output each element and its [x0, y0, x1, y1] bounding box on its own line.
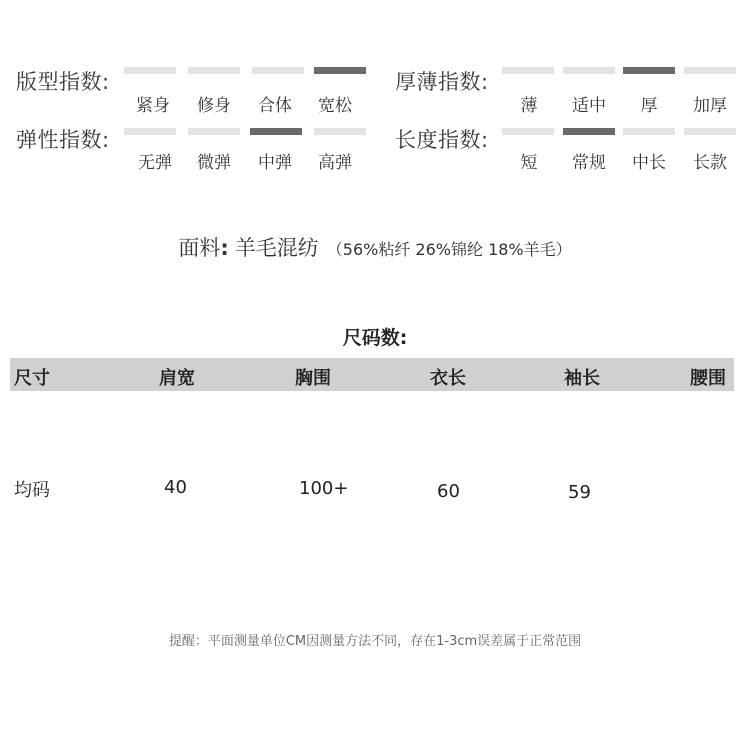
- fit-index-label: 版型指数:: [16, 70, 110, 94]
- thickness-index-label: 厚薄指数:: [395, 70, 489, 94]
- elasticity-option-4: 高弹: [318, 153, 352, 173]
- fit-option-bar-2: [188, 67, 240, 74]
- cell-length: 60: [437, 481, 460, 502]
- length-option-3: 中长: [632, 153, 666, 173]
- header-sleeve: 袖长: [564, 368, 600, 389]
- thickness-option-bar-2: [563, 67, 615, 74]
- thickness-option-bar-1: [502, 67, 554, 74]
- header-waist: 腰围: [690, 368, 726, 389]
- thickness-option-bar-3: [623, 67, 675, 74]
- measurement-note: 提醒：平面测量单位CM因测量方法不同，存在1-3cm误差属于正常范围: [168, 634, 582, 649]
- length-option-1: 短: [520, 153, 538, 173]
- thickness-option-bar-4: [684, 67, 736, 74]
- fit-option-4: 宽松: [318, 96, 352, 116]
- fabric-composition: （56%粘纤 26%锦纶 18%羊毛）: [326, 240, 572, 259]
- elasticity-option-bar-2: [188, 128, 240, 135]
- thickness-option-2: 适中: [572, 96, 606, 116]
- fit-option-bar-3: [252, 67, 304, 74]
- cell-chest: 100+: [299, 478, 349, 499]
- thickness-option-3: 厚: [640, 96, 658, 116]
- thickness-option-1: 薄: [520, 96, 538, 116]
- length-option-bar-3: [623, 128, 675, 135]
- fabric-line: [0, 232, 750, 262]
- fit-option-1: 紧身: [136, 96, 170, 116]
- length-option-2: 常规: [572, 153, 606, 173]
- elasticity-option-2: 微弹: [197, 153, 231, 173]
- elasticity-option-1: 无弹: [138, 153, 172, 173]
- elasticity-option-bar-3: [250, 128, 302, 135]
- cell-shoulder: 40: [164, 477, 187, 498]
- cell-sleeve: 59: [568, 482, 591, 503]
- elasticity-option-3: 中弹: [258, 153, 292, 173]
- fit-option-2: 修身: [197, 96, 231, 116]
- length-option-bar-4: [684, 128, 736, 135]
- fabric-value: 羊毛混纺: [234, 236, 319, 260]
- fit-option-3: 合体: [258, 96, 292, 116]
- length-option-bar-2: [563, 128, 615, 135]
- fabric-separator: :: [220, 236, 229, 260]
- header-shoulder: 肩宽: [159, 368, 195, 389]
- fit-option-bar-1: [124, 67, 176, 74]
- length-option-4: 长款: [693, 153, 727, 173]
- elasticity-option-bar-4: [314, 128, 366, 135]
- header-length: 衣长: [430, 368, 466, 389]
- size-table-title: 尺码数:: [342, 327, 408, 349]
- fabric-key: 面料: [178, 236, 221, 260]
- elasticity-index-label: 弹性指数:: [16, 128, 110, 152]
- cell-size: 均码: [14, 480, 50, 501]
- thickness-option-4: 加厚: [693, 96, 727, 116]
- fit-option-bar-4: [314, 67, 366, 74]
- header-size: 尺寸: [14, 368, 50, 389]
- elasticity-option-bar-1: [124, 128, 176, 135]
- size-table-header: [10, 358, 734, 391]
- length-index-label: 长度指数:: [395, 128, 489, 152]
- length-option-bar-1: [502, 128, 554, 135]
- header-chest: 胸围: [295, 368, 331, 389]
